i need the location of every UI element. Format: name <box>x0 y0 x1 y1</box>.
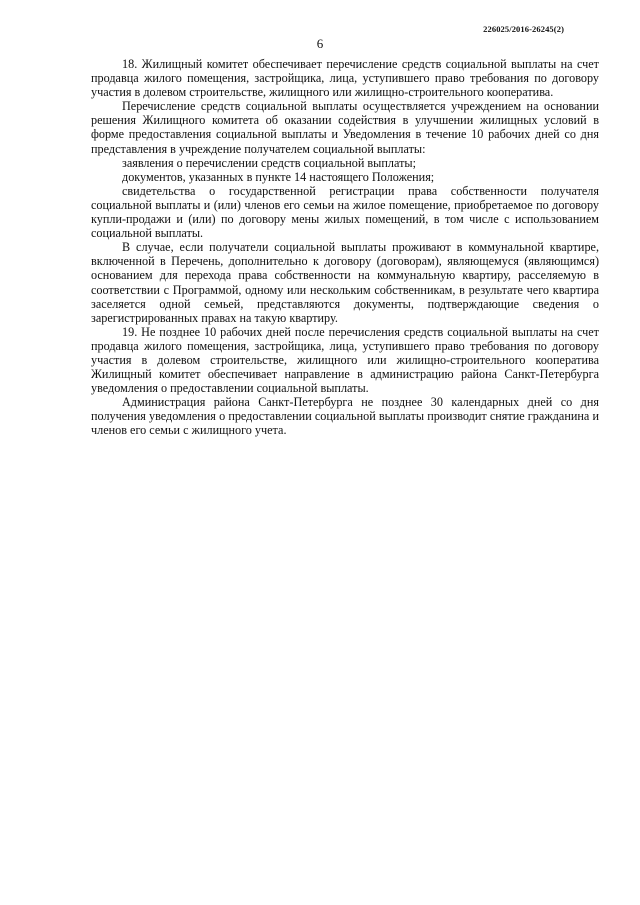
document-body <box>91 57 599 438</box>
list-item-application: заявления о перечислении средств социальной выплаты; <box>122 155 416 170</box>
document-code: 226025/2016-26245(2) <box>483 24 564 34</box>
paragraph-administration: Администрация района Санкт-Петербурга не позднее 30 календарных дней со дня получения уведомления о предоставлении социальной выплаты производит снятие гражданина и членов его семьи с жилищного учета. <box>91 395 599 438</box>
list-item-documents: документов, указанных в пункте 14 настоящего Положения; <box>122 169 435 184</box>
paragraph-transfer-conditions: Перечисление средств социальной выплаты осуществляется учреждением на основании решения Жилищного комитета об оказании содействия в улучшении жилищных условий в форме предоставления социальной выплаты и Уведомления в течение 10 рабочих дней со дня представления в учреждение получателем социальной выплаты: <box>91 99 599 156</box>
list-item-certificate: свидетельства о государственной регистрации права собственности получателя социальной выплаты и (или) членов его семьи на жилое помещение, приобретаемое по договору купли-продажи и (или) по договору мены жилых помещений, в том числе с использованием социальной выплаты. <box>91 183 599 241</box>
paragraph-18: 18. Жилищный комитет обеспечивает перечисление средств социальной выплаты на счет продавца жилого помещения, застройщика, лица, уступившего право требования по договору участия в долевом строительстве, жилищного или жилищно-строительного кооператива. <box>91 57 599 100</box>
paragraph-19: 19. Не позднее 10 рабочих дней после перечисления средств социальной выплаты на счет продавца жилого помещения, застройщика, лица, уступившего право требования по договору участия в долевом строительстве, жилищного или жилищно-строительного кооператива Жилищный комитет обеспечивает направление в администрацию района Санкт-Петербурга уведомления о предоставлении социальной выплаты. <box>91 324 599 396</box>
paragraph-communal-apartment: В случае, если получатели социальной выплаты проживают в коммунальной квартире, включенной в Перечень, дополнительно к договору (договорам), являющемуся (являющимся) основанием для перехода права собственности на коммунальную квартиру, расселяемую в соответствии с Программой, одному или нескольким собственникам, в результате чего квартира заселяется одной семьей, представляются документы, подтверждающие сведения о зарегистрированных правах на такую квартиру. <box>91 240 599 325</box>
page-number: 6 <box>316 36 324 51</box>
